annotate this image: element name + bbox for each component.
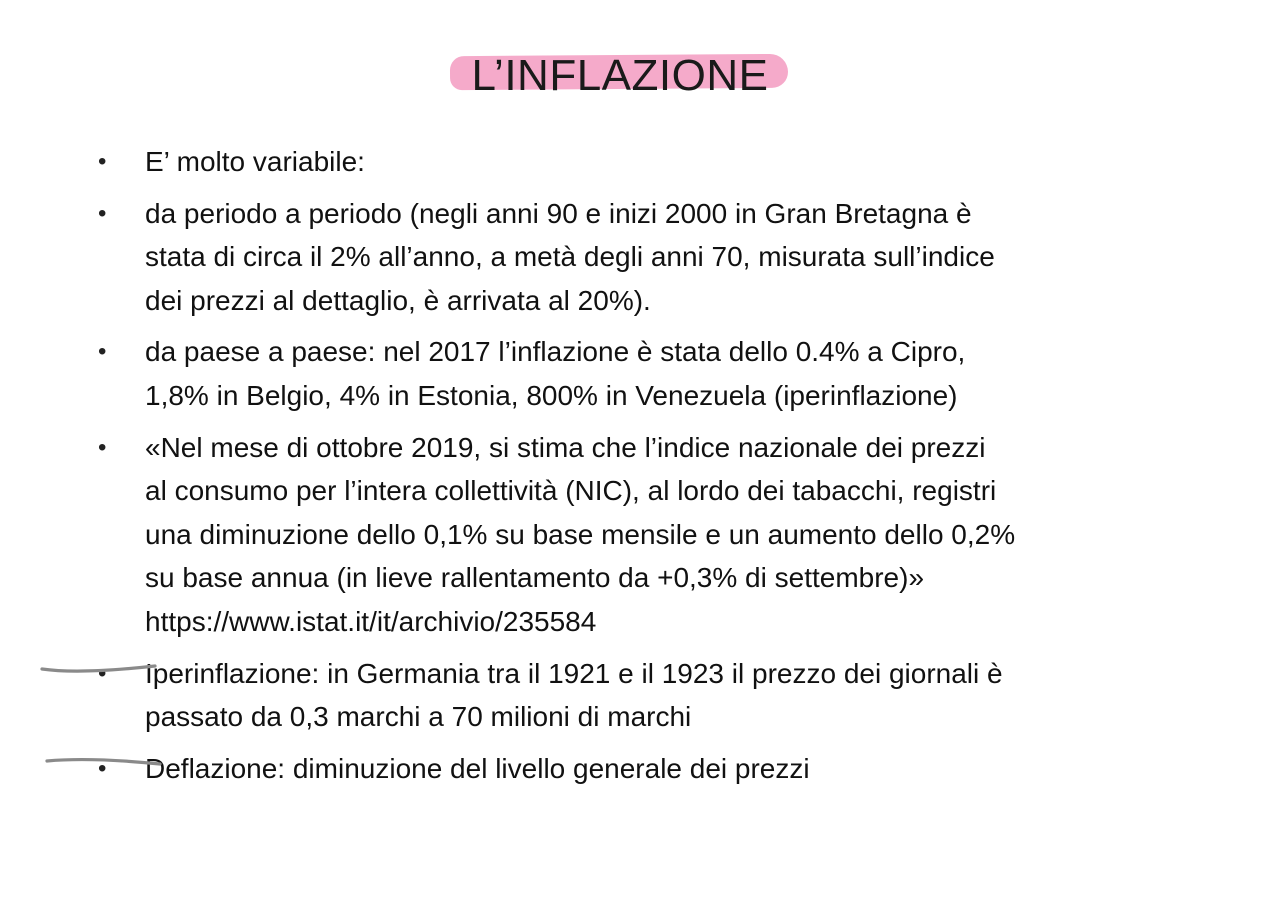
title-area	[0, 44, 1280, 108]
slide-title: L’INFLAZIONE	[471, 51, 769, 100]
bullet-text: «Nel mese di ottobre 2019, si stima che l’indice nazionale dei prezzi al consumo per l’intera collettività (NIC), al lordo dei tabacchi, registri una diminuzione dello 0,1% su base mensile e un aumento dello 0,2% su base annua (in lieve rallentamento da +0,3% di settembre)» https://www.istat.it/it/archivio/235584	[145, 431, 1016, 637]
bullet-item-variability	[98, 140, 1208, 184]
bullet-item-period	[98, 192, 1208, 323]
bullet-text: Iperinflazione: in Germania tra il 1921 e il 1923 il prezzo dei giornali è passato da 0,3 marchi a 70 milioni di marchi	[145, 657, 1003, 733]
bullet-dot-icon: •	[98, 148, 107, 175]
bullet-item-hyperinflation	[98, 652, 1208, 739]
bullet-dot-icon: •	[98, 754, 107, 782]
bullet-item-country	[98, 330, 1208, 417]
bullet-dot-icon: •	[98, 199, 107, 227]
bullet-text: Deflazione: diminuzione del livello generale dei prezzi	[145, 752, 810, 784]
bullet-item-deflation	[98, 747, 1208, 791]
bullet-dot-icon: •	[98, 338, 107, 366]
bullet-dot-icon: •	[98, 659, 107, 687]
bullet-text: da periodo a periodo (negli anni 90 e inizi 2000 in Gran Bretagna è stata di circa il 2% all’anno, a metà degli anni 70, misurata sull’indice dei prezzi al dettaglio, è arrivata al 20%).	[145, 197, 995, 316]
bullet-item-istat-quote	[98, 426, 1208, 644]
bullet-text: E’ molto variabile:	[145, 146, 365, 177]
bullet-text: da paese a paese: nel 2017 l’inflazione è stata dello 0.4% a Cipro, 1,8% in Belgio, 4% in Estonia, 800% in Venezuela (iperinflazione)	[145, 336, 966, 411]
bullet-dot-icon: •	[98, 433, 107, 461]
bullet-list	[98, 140, 1208, 798]
